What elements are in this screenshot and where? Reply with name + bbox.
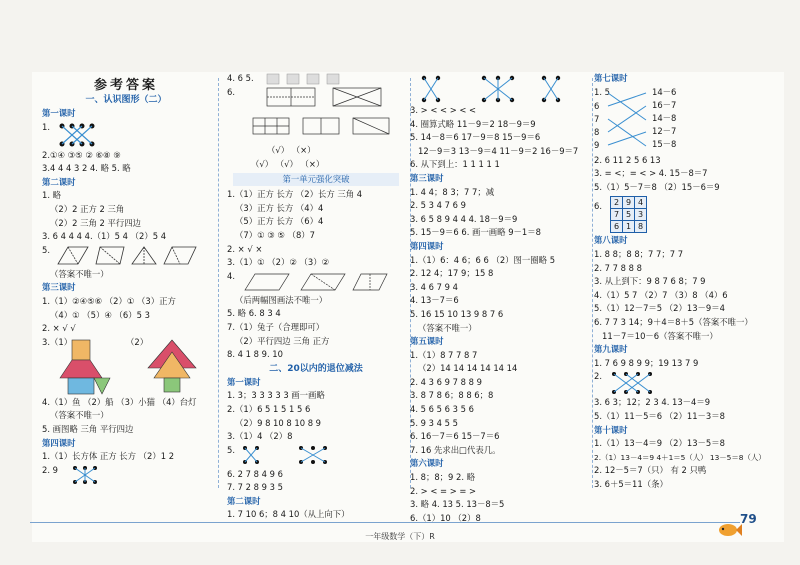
page-number: 79 bbox=[740, 512, 757, 526]
grid-cell: 4 bbox=[635, 197, 647, 209]
answer-line: 2. > < = > = > bbox=[410, 485, 477, 496]
column-2 bbox=[227, 72, 405, 520]
answer-line: 2. × √ √ bbox=[42, 323, 76, 334]
answer-line: 7. 7 2 8 9 3 5 bbox=[227, 482, 283, 493]
answer-note: （答案不唯一） bbox=[50, 410, 109, 421]
answer-line: 3. 8 7 8 6；8 8 6；8 bbox=[410, 390, 494, 401]
answer-number: 5. bbox=[42, 244, 50, 255]
section-banner: 第一单元强化突破 bbox=[233, 173, 399, 186]
answer-note: （答案不唯一） bbox=[418, 322, 477, 333]
answer-line bbox=[594, 370, 776, 396]
answer-line: （7）① ③ ⑤ （8）7 bbox=[235, 229, 315, 240]
column-4 bbox=[594, 72, 776, 512]
answer-line: 1.（1）13－4＝9 （2）13－5＝8 bbox=[594, 438, 725, 449]
answer-line: 2. 12 4；17 9；15 8 bbox=[410, 268, 494, 279]
answer-number: 4. bbox=[227, 270, 235, 281]
judgement-marks: （√） （×） bbox=[267, 145, 316, 155]
answer-line: （2）14 14 14 14 14 14 bbox=[418, 363, 518, 374]
answer-line: 6.（1）10 （2）8 bbox=[410, 512, 481, 523]
answer-line: 6. 16－7＝6 15－7＝6 bbox=[410, 431, 500, 442]
answer-line: 1.（1）6：4 6；6 6 （2）图一圈略 5 bbox=[410, 254, 556, 265]
answer-side: 7 bbox=[594, 113, 600, 124]
answer-expression: 14－6 bbox=[652, 86, 677, 97]
lesson-heading: 第一课时 bbox=[42, 108, 76, 118]
answer-line: （3）正方 长方 （4）4 bbox=[235, 202, 324, 213]
answer-line: 1. 4 4；8 3；7 7；减 bbox=[410, 186, 495, 197]
answer-page bbox=[32, 72, 784, 542]
answer-expression: 14－8 bbox=[652, 112, 677, 123]
answer-line: 1. 7 6 9 8 9 9；19 13 7 9 bbox=[594, 357, 699, 368]
lesson-heading: 第六课时 bbox=[410, 458, 444, 469]
answer-line: （2）9 8 10 8 10 8 9 bbox=[235, 417, 322, 428]
answer-line bbox=[42, 121, 210, 149]
answer-line: 1. 8；8；9 2. 略 bbox=[410, 472, 476, 483]
answer-line: 1.（1）②④⑤⑥ （2）① （3）正方 bbox=[42, 295, 176, 306]
answer-line bbox=[42, 244, 210, 268]
answer-line: 4.（1）鱼 （2）船 （3）小猫 （4）台灯 bbox=[42, 396, 197, 407]
magic-square bbox=[610, 196, 647, 233]
answer-text: 4. 6 5. bbox=[227, 73, 254, 83]
answer-line: 3. 略 4. 13 5. 13－8＝5 bbox=[410, 499, 505, 510]
dot-matching-figure bbox=[414, 74, 584, 106]
fish-icon bbox=[716, 522, 742, 538]
lesson-heading: 第五课时 bbox=[410, 336, 444, 347]
answer-line: 3. 6 5 8 9 4 4 4. 18－9＝9 bbox=[410, 213, 518, 224]
grid-cell: 8 bbox=[635, 221, 647, 233]
answer-line: 3.（1）4 （2）8 bbox=[227, 431, 293, 442]
answer-number: 6. bbox=[594, 201, 602, 212]
answer-line: 3. > < < > < < bbox=[410, 105, 477, 115]
answer-side: 8 bbox=[594, 126, 600, 137]
answer-line: 3. 6 3；12；2 3 4. 13－4＝9 bbox=[594, 397, 711, 408]
matching-exercise bbox=[594, 86, 776, 154]
answer-line bbox=[227, 444, 405, 468]
answer-line: 6. 从下到上：1 1 1 1 1 bbox=[410, 159, 500, 170]
answer-line: 5. 16 15 10 13 9 8 7 6 bbox=[410, 308, 504, 319]
grid-cell: 5 bbox=[623, 209, 635, 221]
answer-line: 6. 7 7 3 14；9＋4＝8＋5（答案不唯一） bbox=[594, 316, 753, 327]
answer-line: 5. 略 6. 8 3 4 bbox=[227, 308, 281, 319]
answer-number: 5. bbox=[227, 444, 235, 455]
answer-note: 11－7＝10－6（答案不唯一） bbox=[602, 330, 718, 341]
grid-cell: 9 bbox=[623, 197, 635, 209]
answer-line: 7.（1）兔子（合理即可） bbox=[227, 321, 325, 332]
answer-number: 2. 9 bbox=[42, 464, 58, 475]
column-1 bbox=[42, 72, 210, 512]
answer-line: 4. 圈算式略 11－9＝2 18－9＝9 bbox=[410, 118, 536, 129]
answer-line bbox=[227, 86, 405, 144]
lesson-heading: 第十课时 bbox=[594, 424, 628, 435]
answer-line: （4）① （5）④ （6）5 3 bbox=[50, 309, 150, 320]
answer-expression: 15－8 bbox=[652, 138, 677, 149]
grid-cell: 6 bbox=[611, 221, 623, 233]
answer-line: 1. 8 8；8 8；7 7；7 7 bbox=[594, 248, 684, 259]
answer-line: 4. 13－7＝6 bbox=[410, 295, 459, 306]
answer-line: 4. 5 6 5 6 3 5 6 bbox=[410, 404, 474, 415]
answer-line: 1.（1）长方体 正方 长方 （2）1 2 bbox=[42, 451, 175, 462]
answer-line: 1.（1）8 7 7 8 7 bbox=[410, 349, 478, 360]
answer-line: （2）2 三角 2 平行四边 bbox=[50, 217, 141, 228]
answer-line: 8. 4 1 8 9. 10 bbox=[227, 349, 283, 360]
lesson-heading: 第四课时 bbox=[42, 437, 76, 448]
unit-title: 二、20以内的退位减法 bbox=[269, 363, 363, 374]
answer-line bbox=[42, 464, 210, 486]
answer-line: （2）2 正方 2 三角 bbox=[50, 203, 125, 214]
answer-line: 3. 4 6 7 9 4 bbox=[410, 281, 458, 292]
shape-boxes-figure bbox=[267, 73, 357, 85]
answer-line: 3.4 4 4 3 2 4. 略 5. 略 bbox=[42, 163, 131, 174]
answer-line: 3. = <；= < > 4. 15－8＝7 bbox=[594, 168, 708, 179]
answer-line: （5）正方 长方 （6）4 bbox=[235, 216, 324, 227]
answer-line: 2.（1）13－4＝9 4＋1＝5（人） 13－5＝8（人） bbox=[594, 452, 766, 462]
grid-cell: 2 bbox=[611, 197, 623, 209]
answer-number: 2. bbox=[594, 371, 602, 382]
answer-line: 3. 从上到下：9 8 7 6 8；7 9 bbox=[594, 276, 706, 287]
parallelogram-figure bbox=[241, 270, 391, 292]
dot-matching-figure bbox=[56, 121, 116, 149]
answer-note: （后两幅图画法不唯一） bbox=[235, 294, 328, 305]
answer-line: 2. 7 7 8 8 8 bbox=[594, 262, 642, 273]
answer-line: 2. 6 11 2 5 6 13 bbox=[594, 154, 661, 165]
magic-square-wrap bbox=[594, 194, 776, 234]
lesson-heading: 第八课时 bbox=[594, 235, 628, 246]
answer-line: 5. 9 3 4 5 5 bbox=[410, 417, 458, 428]
column-3 bbox=[410, 72, 588, 523]
answer-line: 5.（1）12－7＝5 （2）13－9＝4 bbox=[594, 303, 725, 314]
answer-line: 6. 2 7 8 4 9 6 bbox=[227, 468, 283, 479]
book-title: 一年级数学（下）R bbox=[365, 532, 435, 541]
answer-line: 1. 5 bbox=[594, 86, 610, 97]
answer-line: 2. 4 3 6 9 7 8 8 9 bbox=[410, 376, 482, 387]
tangram-house-figure bbox=[58, 338, 118, 396]
grid-cell: 7 bbox=[611, 209, 623, 221]
answer-number: （2） bbox=[126, 336, 149, 347]
answer-expression: 12－7 bbox=[652, 125, 677, 136]
column-divider bbox=[218, 78, 219, 488]
lesson-heading: 第四课时 bbox=[410, 240, 444, 251]
answer-number: 6. bbox=[227, 87, 235, 97]
unit-title: 一、认识图形（二） bbox=[85, 95, 167, 105]
shape-split-figure bbox=[54, 244, 204, 266]
column-divider bbox=[592, 78, 593, 488]
lesson-heading: 第三课时 bbox=[410, 172, 444, 183]
answer-line: 4.（1）5 7 （2）7 （3）8 （4）6 bbox=[594, 289, 728, 300]
answer-note: （答案不唯一） bbox=[50, 268, 109, 279]
page-title: 参考答案 bbox=[93, 78, 158, 93]
answer-line: 5. 15－9＝6 6. 画一画略 9－1＝8 bbox=[410, 227, 541, 238]
answer-line bbox=[227, 72, 405, 86]
answer-line: 1. 略 bbox=[42, 190, 62, 201]
answer-line: （2）平行四边 三角 正方 bbox=[235, 335, 330, 346]
grid-cell: 1 bbox=[623, 221, 635, 233]
lesson-heading: 第九课时 bbox=[594, 344, 628, 355]
tangram-tree-figure bbox=[142, 338, 202, 396]
answer-line bbox=[227, 270, 405, 294]
dot-matching-figure bbox=[70, 464, 110, 486]
lesson-heading: 第二课时 bbox=[227, 495, 261, 506]
answer-side: 9 bbox=[594, 139, 600, 150]
lesson-heading: 第一课时 bbox=[227, 376, 261, 387]
answer-line: 2. 5 3 4 7 6 9 bbox=[410, 200, 466, 211]
answer-line: 7. 16 先求出□代表几。 bbox=[410, 444, 501, 455]
answer-line bbox=[42, 336, 210, 396]
answer-line: 1.（1）正方 长方 （2）长方 三角 4 bbox=[227, 189, 363, 200]
answer-side: 6 bbox=[594, 100, 600, 111]
answer-line: 1. 7 10 6；8 4 10（从上向下） bbox=[227, 509, 350, 520]
dot-figure-wrap bbox=[410, 72, 588, 104]
answer-line: 3. 6 4 4 4 4.（1）5 4 （2）5 4 bbox=[42, 231, 167, 242]
answer-line: 2.（1）6 5 1 5 1 5 6 bbox=[227, 403, 311, 414]
answer-line: 5.（1）5－7＝8 （2）15－6＝9 bbox=[594, 181, 720, 192]
answer-line: 3. 6＋5＝11（条） bbox=[594, 478, 668, 489]
answer-line: 5.（1）11－5＝6 （2）11－3＝8 bbox=[594, 410, 725, 421]
answer-line: 2. 12－5＝7（只） 有 2 只鸭 bbox=[594, 465, 707, 476]
shape-division-figure bbox=[247, 86, 397, 142]
answer-number: 3.（1） bbox=[42, 336, 73, 347]
answer-expression: 16－7 bbox=[652, 99, 677, 110]
answer-line: 1. 3；3 3 3 3 3 画一画略 bbox=[227, 390, 325, 401]
judgement-marks: （√） （√） （×） bbox=[251, 158, 325, 169]
answer-line: 12－9＝3 13－9＝4 11－9＝2 16－9＝7 bbox=[418, 145, 579, 156]
footer-rule bbox=[30, 522, 740, 523]
answer-line: 3.（1）① （2）② （3）② bbox=[227, 257, 330, 268]
dot-matching-figure bbox=[241, 444, 341, 466]
answer-line: 5. 14－8＝6 17－9＝8 15－9＝6 bbox=[410, 132, 541, 143]
answer-line: 5. 画图略 三角 平行四边 bbox=[42, 423, 134, 434]
answer-line: 2. × √ × bbox=[227, 243, 263, 254]
answer-line: 2.①④ ③⑤ ② ⑥⑧ ⑨ bbox=[42, 149, 121, 160]
answer-number: 1. bbox=[42, 121, 50, 132]
matching-lines bbox=[606, 86, 656, 152]
lesson-heading: 第七课时 bbox=[594, 73, 628, 83]
lesson-heading: 第三课时 bbox=[42, 282, 76, 293]
lesson-heading: 第二课时 bbox=[42, 176, 76, 187]
grid-cell: 3 bbox=[635, 209, 647, 221]
dot-matching-figure bbox=[608, 370, 678, 396]
